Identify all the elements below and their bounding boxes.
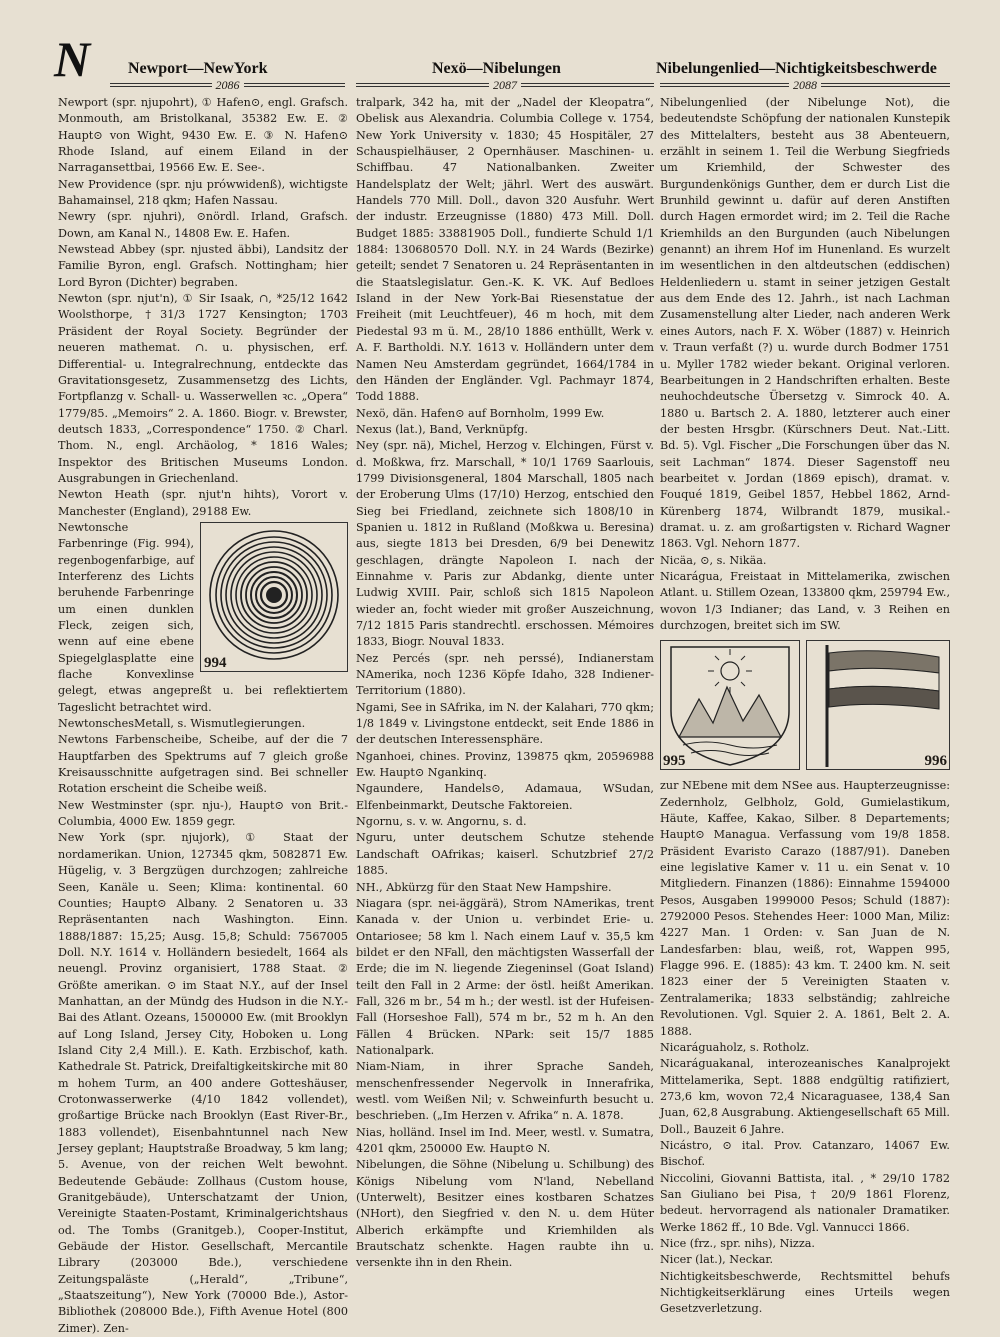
entry-nguru: Nguru, unter deutschem Schutze stehende Landschaft OAfrikas; kaiserl. Schutzbrief 27/2 1885. (356, 831, 654, 878)
entry-niagara: Niagara (spr. nei-äggärä), Strom NAmerikas, trent Kanada v. der Union u. verbindet Erie- u. Ontariosee; 58 km l. Nach einem Lauf v. 35,5 km bildet er den NFall, den mächtigsten Wasserfall der Erde; die im N. liegende Ziegeninsel (Goat Island) teilt den Fall in 2 Arme: der östl. heißt Amerikan. Fall, 326 m br., 54 m h.; der westl. ist der Hufeisen-Fall (Horseshoe Fall), 574 m br., 52 m h. An den Fällen 4 Brücken. NPark: seit 15/7 1885 Nationalpark. (356, 896, 654, 1057)
entry-nganhoei: Nganhoei, chines. Provinz, 139875 qkm, 20596988 Ew. Haupt⊙ Ngankinq. (356, 749, 654, 780)
right-running-head: Nibelungenlied—Nichtigkeitsbeschwerde (656, 60, 937, 77)
entry-new-westminster: New Westminster (spr. nju-), Haupt⊙ von Brit.-Columbia, 4000 Ew. 1859 gegr. (58, 798, 348, 829)
entry-newport: Newport (spr. njupohrt), ① Hafen⊙, engl. Grafsch. Monmouth, am Bristolkanal, 35382 Ew. E. ② Haupt⊙ von Wight, 9430 Ew. E. ③ N. Hafen⊙ Rhode Island, auf einem Eiland in der Narragansettbai, 19566 Ew. E. See-. (58, 96, 348, 175)
section-letter: N (54, 31, 91, 87)
middle-page-number-text: 2087 (489, 78, 521, 92)
entry-nicaragua: Nicarágua, Freistaat in Mittelamerika, zwischen Atlant. u. Stillem Ozean, 133800 qkm, 259794 Ew., wovon 1/3 Indianer; das Land, v. 3 Reihen en durchzogen, breitet sich im SW. (660, 569, 950, 632)
middle-column (356, 95, 654, 1270)
right-page-number-text: 2088 (789, 78, 821, 92)
newton-rings-illustration (201, 523, 347, 671)
entry-newry: Newry (spr. njuhri), ⊙nördl. Irland, Grafsch. Down, am Kanal N., 14808 Ew. E. Hafen. (58, 210, 348, 240)
entry-nibelungenlied: Nibelungenlied (der Nibelunge Not), die bedeutendste Schöpfung der nationalen Kunstepik des Mittelalters, besteht aus 38 Abenteuern, erzählt in seinem 1. Teil die Werbung Siegfrieds um Kriemhild, der Schwester des Burgundenkönigs Gunther, dem er durch List die Brunhild gewinnt u. dafür auf deren Anstiften durch Hagen ermordet wird; im 2. Teil die Rache Kriemhilds an den Burgunden (auch Nibelungen genannt) an ihrem Hof im Hunenland. Es wurzelt im wesentlichen in den altdeutschen (eddischen) Heldenliedern u. stamt in seiner jetzigen Gestalt aus dem Ende des 12. Jahrh., ist nach Lachman Zusamenstellung alter Lieder, nach anderen Werk eines Autors, nach F. X. Wöber (1887) v. Heinrich v. Traun verfaßt (?) u. wurde durch Bodmer 1751 u. Myller 1782 wieder bekant. Original verloren. Bearbeitungen in 2 Handschriften erhalten. Beste neuhochdeutsche Übersetzg v. Simrock 40. A. 1880 u. Bartsch 2. A. 1880, letzterer auch einer der besten Hrsgbr. (Kürschners Deut. Nat.-Litt. Bd. 5). Vgl. Fischer „Die Forschungen über das N. seit Lachman“ 1874. Dieser Sagenstoff neu bearbeitet v. Jordan (1869 episch), dramat. v. Fouqué 1819, Geibel 1857, Hebbel 1862, Arnd-Kürenberg 1874, Wilbrandt 1879, musikal.-dramat. u. z. am großartigsten v. Richard Wagner 1863. Vgl. Nehorn 1877. (660, 96, 950, 551)
entry-nicer: Nicer (lat.), Neckar. (660, 1253, 774, 1267)
entry-new-providence: New Providence (spr. nju prówwidenß), wichtigste Bahamainsel, 218 qkm; Hafen Nassau. (58, 177, 348, 208)
entry-ney: Ney (spr. nä), Michel, Herzog v. Elchingen, Fürst v. d. Moßkwa, frz. Marschall, * 10/1 1769 Saarlouis, 1799 Divisionsgeneral, 1804 Marschall, 1805 nach der Eroberung Ulms (17/10) Herzog, entschied den Sieg bei Friedland, zeichnete sich 1808/10 in Spanien u. 1812 in Rußland (Moßkwa u. Beresina) aus, siegte 1813 bei Dresden, 6/9 bei Denewitz geschlagen, drängte Napoleon I. nach der Einnahme v. Paris zur Abdankg, diente unter Ludwig XVIII. Pair, schloß sich 1815 Napoleon wieder an, focht wieder mit großer Auszeichnung, 7/12 1815 Paris standrechtl. erschossen. Mémoires 1833, Biogr. Nouval 1833. (356, 439, 654, 649)
entry-newtons-farbenscheibe: Newtons Farbenscheibe, Scheibe, auf der die 7 Hauptfarben des Spektrums auf 7 gleich große Kreisausschnitte aufgetragen sind. Bei schneller Rotation erscheint die Scheibe weiß. (58, 733, 348, 796)
figure-996-label: 996 (924, 753, 947, 769)
entry-newtonsche-farbenringe: Newtonsche Farbenringe (Fig. 994), regenbogenfarbige, auf Interferenz des Lichts beruhende Farbenringe um einen dunklen Fleck, zeigen sich, wenn auf eine ebene Spiegelglasplatte eine flache Konvexlinse gelegt, etwas angepreßt u. bei reflektiertem Tageslicht betrachtet wird. (58, 520, 348, 714)
figure-coat-of-arms (660, 640, 800, 770)
figure-newton-rings (200, 522, 348, 672)
entry-nias: Nias, holländ. Insel im Ind. Meer, westl. v. Sumatra, 4201 qkm, 250000 Ew. Haupt⊙ N. (356, 1125, 654, 1155)
entry-newton: Newton (spr. njut'n), ① Sir Isaak, ∩, *25/12 1642 Woolsthorpe, †31/3 1727 Kensington; 1703 Präsident der Royal Society. Begründer der neueren mathemat. ∩. u. physischen, erf. Differential- u. Integralrechnung, entdeckte das Gravitationsgesetz, Zusammensetzg des Lichts, Fortpflanzg v. Schall- u. Wasserwellen ꝛc. „Opera“ 1779/85. „Memoirs“ 2. A. 1860. Biogr. v. Brewster, deutsch 1833, „Correspondence“ 1750. ② Charl. Thom. N., engl. Archäolog, * 1816 Wales; Inspektor des Britischen Museums London. Ausgrabungen in Griechenland. (58, 292, 348, 485)
entry-ngornu: Ngornu, s. v. w. Angornu, s. d. (356, 815, 527, 829)
entry-nice: Nice (frz., spr. nihs), Nizza. (660, 1236, 815, 1250)
entry-nichtigkeitsbeschwerde: Nichtigkeitsbeschwerde, Rechtsmittel behufs Nichtigkeitserklärung eines Urteils wegen Gesetzverletzung. (660, 1269, 950, 1316)
figure-994-label: 994 (204, 654, 227, 671)
entry-new-york: New York (spr. njujork), ① Staat der nordamerikan. Union, 127345 qkm, 5082871 Ew. Hügelig, v. 3 Bergzügen durchzogen; zahlreiche Seen, Kanäle u. Seen; Klima: kontinental. 60 Counties; Haupt⊙ Albany. 2 Senatoren u. 33 Repräsentanten nach Washington. Einn. 1888/1887: 15,25; Ausg. 15,8; Schuld: 7567005 Doll. N.Y. 1614 v. Holländern besiedelt, 1664 als neuengl. Provinz organisiert, 1788 Staat. ② Größte amerikan. ⊙ im Staat N.Y., auf der Insel Manhattan, an der Mündg des Hudson in die N.Y.-Bai des Atlant. Ozeans, 1500000 Ew. (mit Brooklyn auf Long Island, Jersey City, Hoboken u. Long Island City 2,4 Mill.). E. Kath. Erzbischof, kath. Kathedrale St. Patrick, Dreifaltigkeitskirche mit 80 m hohem Turm, an 400 andere Gotteshäuser, Crotonwasserwerke (4/10 1842 vollendet), großartige Brücke nach Brooklyn (East River-Br., 1883 vollendet), Eisenbahntunnel nach New Jersey geplant; Hauptstraße Broadway, 5 km lang; 5. Avenue, von der reichen Welt bewohnt. Bedeutende Gebäude: Zollhaus (Custom house, Granitgebäude), Unterschatzamt der Union, Vereinigte Staaten-Postamt, Kriminalgerichtshaus od. The Tombs (Granitgeb.), Cooper-Institut, Gebäude der Histor. Gesellschaft, Mercantile Library (203000 Bde.), verschiedene Zeitungspaläste („Herald“, „Tribune“, „Staatszeitung“), New York (70000 Bde.), Astor-Bibliothek (208000 Bde.), Fifth Avenue Hotel (800 Zimer). Zen- (58, 831, 349, 1335)
entry-niccolini: Niccolini, Giovanni Battista, ital. , * 29/10 1782 San Giuliano bei Pisa, † 20/9 1861 Florenz, bedeut. hervorragend als nationaler Dramatiker. Werke 1862 ff., 10 Bde. Vgl. Vannucci 1866. (660, 1171, 950, 1234)
entry-nicaraguaholz: Nicaráguaholz, s. Rotholz. (660, 1040, 810, 1054)
entry-nicastro: Nicástro, ⊙ ital. Prov. Catanzaro, 14067 Ew. Bischof. (660, 1138, 950, 1169)
right-column (660, 95, 950, 1316)
entry-nez-perces: Nez Percés (spr. neh perssé), Indianerstam NAmerika, noch 1236 Köpfe Idaho, 328 Indiener-Territorium (1880). (356, 651, 654, 698)
entry-nicaea: Nicäa, ⊙, s. Nikäa. (660, 553, 767, 567)
entry-nicaraguakanal: Nicaráguakanal, interozeanisches Kanalprojekt Mittelamerika, Sept. 1888 endgültig ratifiziert, 273,6 km, wovon 72,4 Nicaraguasee, 138,4 San Juan, 62,8 Ausgrabung. Aktiengesellschaft 65 Mill. Doll., Bauzeit 6 Jahre. (660, 1057, 950, 1136)
entry-nexus: Nexus (lat.), Band, Verknüpfg. (356, 422, 528, 436)
coat-of-arms-illustration (661, 641, 799, 769)
entry-nibelungen: Nibelungen, die Söhne (Nibelung u. Schilbung) des Königs Nibelung vom N'land, Nebelland (Unterwelt), Besitzer eines kostbaren Schatzes (NHort), den Siegfried v. den N. u. dem Hüter Alberich erkämpfte und Kriemhilden als Brautschatz schenkte. Hagen raubte ihn u. versenkte ihn in den Rhein. (356, 1158, 654, 1270)
left-column (58, 95, 349, 1335)
entry-nh: NH., Abkürzg für den Staat New Hampshire. (356, 880, 612, 894)
right-page-number (660, 78, 950, 92)
entry-ngaundere: Ngaundere, Handels⊙, Adamaua, WSudan, Elfenbeinmarkt, Deutsche Faktoreien. (356, 782, 654, 812)
entry-newstead-abbey: Newstead Abbey (spr. njusted äbbi), Landsitz der Familie Byron, engl. Grafsch. Nottingham; hier Lord Byron (Dichter) begraben. (58, 243, 348, 289)
entry-nicaragua-continued: zur NEbene mit dem NSee aus. Haupterzeugnisse: Zedernholz, Gelbholz, Gold, Gumielastikum, Häute, Kaffee, Kakao, Silber. 8 Departements; Haupt⊙ Managua. Verfassung vom 19/8 1858. Präsident Evaristo Carazo (1887/91). Daneben eine legislative Kamer v. 11 u. ein Senat v. 10 Mitgliedern. Finanzen (1886): Einnahme 1594000 Pesos, Ausgaben 1999000 Pesos; Schuld (1887): 2792000 Pesos. Stehendes Heer: 1000 Man, Miliz: 4227 Man. 1 Orden: v. San Juan de N. Landesfarben: blau, weiß, rot, Wappen 995, Flagge 996. E. (1885): 43 km. T. 2400 km. N. seit 1823 einer der 5 Vereinigten Staaten v. Zentralamerika; 1833 selbständig; zahlreiche Revolutionen. Vgl. Squier 2. A. 1861, Belt 2. A. 1888. (660, 779, 950, 1038)
middle-page-number (356, 78, 654, 92)
entry-niam-niam: Niam-Niam, in ihrer Sprache Sandeh, menschenfressender Negervolk in Innerafrika, westl. vom Weißen Nil; v. Schweinfurth besucht u. beschrieben. („Im Herzen v. Afrika“ n. A. 1878. (356, 1060, 654, 1123)
flag-illustration (807, 641, 949, 769)
figure-995-label: 995 (663, 753, 686, 769)
left-running-head: Newport—NewYork (128, 60, 268, 77)
entry-newton-heath: Newton Heath (spr. njut'n hihts), Vorort v. Manchester (England), 29188 Ew. (58, 488, 348, 518)
entry-newtonsches-metall: NewtonschesMetall, s. Wismutlegierungen. (58, 717, 306, 731)
figure-flag (806, 640, 950, 770)
entry-new-york-continued: tralpark, 342 ha, mit der „Nadel der Kleopatra“, Obelisk aus Alexandria. Columbia College v. 1754, New York University v. 1830; 45 Hospitäler, 27 Schauspielhäuser, 2 Opernhäuser. Maschinen- u. Schiffbau. 47 Nationalbanken. Zweiter Handelsplatz der Welt; jährl. Wert des auswärt. Handels 770 Mill. Doll., davon 320 Ausfuhr. Wert der industr. Erzeugnisse (1880) 473 Mill. Doll. Budget 1885: 33881905 Doll., fundierte Schuld 1/1 1884: 130680570 Doll. N.Y. in 24 Wards (Bezirke) geteilt; sendet 7 Senatoren u. 24 Repräsentanten in die Staatslegislatur. Gen.-K. K. VK. Auf Bedloes Island in der New York-Bai Riesenstatue der Freiheit (mit Leuchtfeuer), 46 m hoch, mit dem Piedestal 93 m ü. M., 28/10 1886 enthüllt, Werk v. A. F. Bartholdi. N.Y. 1613 v. Holländern unter dem Namen Neu Amsterdam gegründet, 1664/1784 in den Händen der Engländer. Vgl. Pachmayr 1874, Todd 1888. (356, 96, 654, 404)
nicaragua-figures (660, 640, 950, 774)
left-page-number (110, 78, 345, 92)
entry-ngami: Ngami, See in SAfrika, im N. der Kalahari, 770 qkm; 1/8 1849 v. Livingstone entdeckt, seit Ende 1886 in der deutschen Interessensphäre. (356, 700, 654, 747)
middle-running-head: Nexö—Nibelungen (432, 60, 561, 77)
entry-nexo: Nexö, dän. Hafen⊙ auf Bornholm, 1999 Ew. (356, 406, 605, 420)
left-page-number-text: 2086 (212, 78, 244, 92)
